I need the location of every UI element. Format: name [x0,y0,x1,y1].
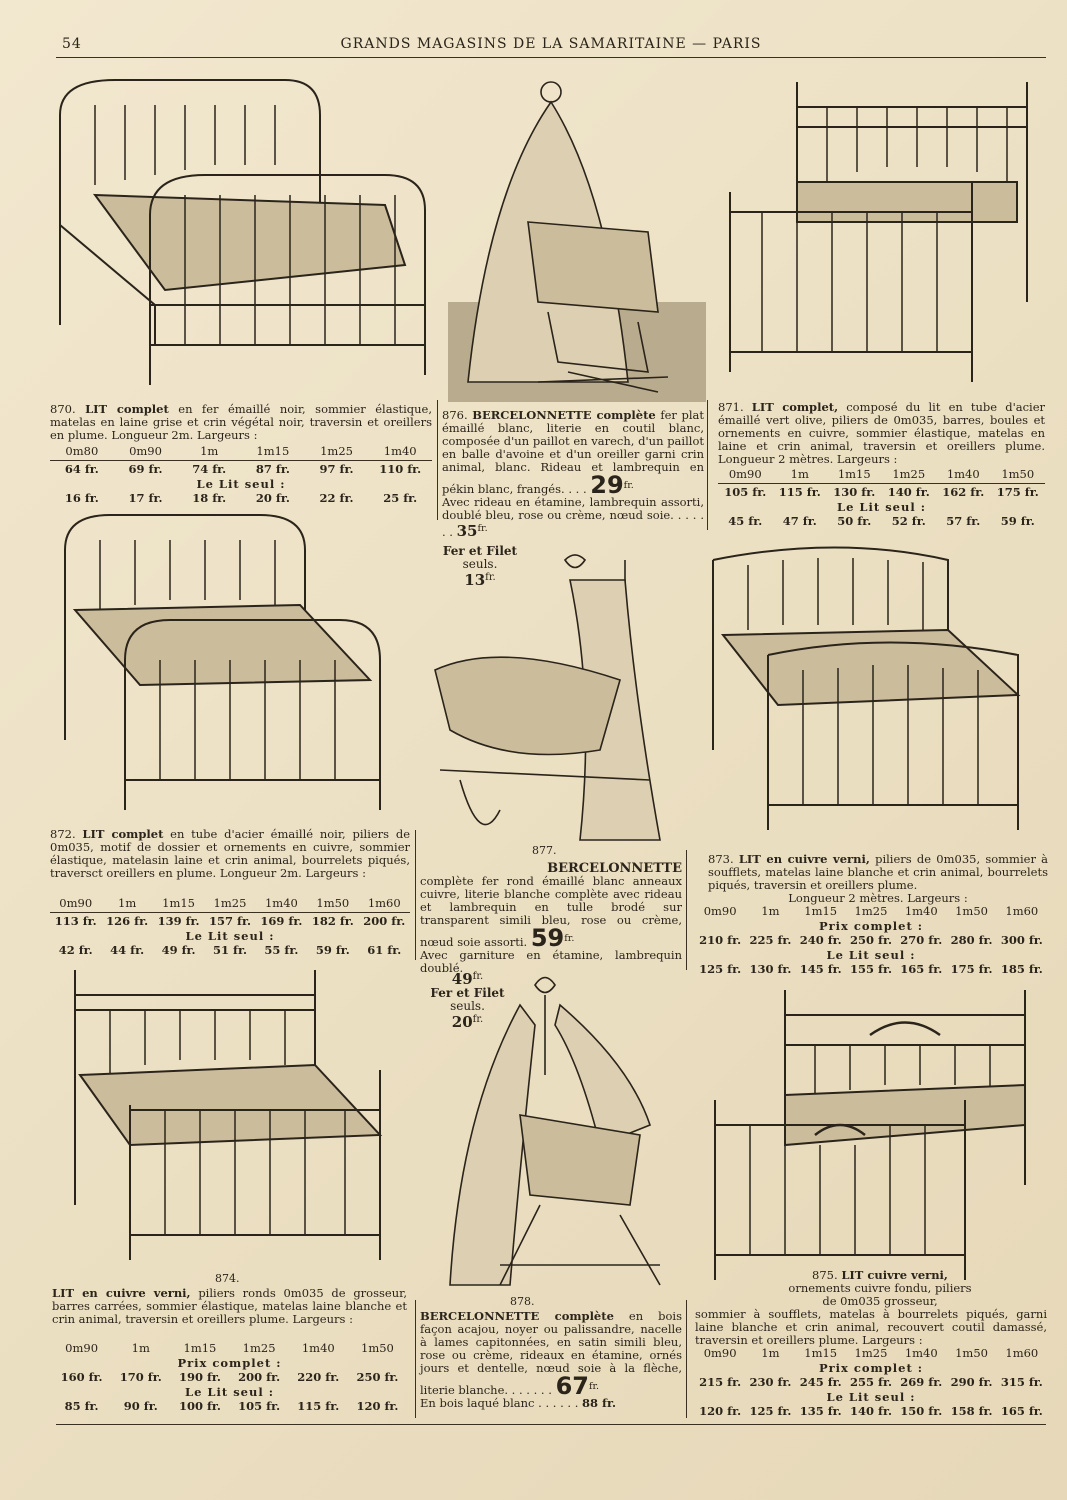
item-875-text-2: sommier à soufflets, matelas à bourrelets piqués, garni laine blanche et crin animal, recouvert coutil damassé, traversin et oreillers plume. Largeurs : [695,1307,1047,1347]
price-cell: 157 fr. [208,914,251,928]
width-cell: 1m40 [904,1346,938,1360]
price-cell: 125 fr. [749,1404,792,1418]
complete-price-label: Prix complet : [177,1356,282,1370]
item-872-name: LIT complet [82,827,164,841]
width-cell: 1m [761,904,780,918]
item-877-name: BERCELONNETTE [547,861,682,876]
width-cell: 1m [790,467,809,481]
complete-price-label: Prix complet : [818,919,924,933]
price-cell: 120 fr. [699,1404,742,1418]
cradle-877-illustration [420,550,690,850]
price-cell: 270 fr. [900,933,943,947]
item-875-text-1: ornements cuivre fondu, piliers de 0m035 grosseur, [788,1281,972,1308]
width-cell: 0m80 [65,444,99,458]
item-870-price-table [50,444,432,506]
width-cell: 1m40 [904,904,938,918]
item-877-option: Avec garniture en étamine, lambrequin doublé. [420,948,682,975]
divider [50,912,410,913]
column-divider [686,850,687,970]
width-cell: 1m15 [804,1346,838,1360]
item-877-description [420,862,682,975]
price-cell: 175 fr. [996,485,1039,499]
currency-label: fr. [485,572,496,583]
page-number: 54 [62,36,82,52]
item-872-description [50,828,410,880]
price-cell: 17 fr. [128,491,163,505]
item-874-description [52,1287,407,1326]
price-cell: 290 fr. [950,1375,993,1389]
width-cell: 0m90 [129,444,162,458]
width-cell: 1m50 [1001,467,1035,481]
width-cell: 1m40 [301,1341,335,1355]
item-873-description [708,853,1048,905]
price-cell: 140 fr. [850,1404,892,1418]
width-cell: 0m90 [728,467,762,481]
price-cell: 175 fr. [950,962,993,976]
price-cell: 64 fr. [64,462,99,476]
item-874-name: LIT en cuivre verni, [52,1286,191,1300]
price-cell: 61 fr. [367,943,402,957]
bed-only-label: Le Lit seul : [185,929,275,943]
bed-875-illustration [705,985,1050,1290]
item-873-price-table [695,904,1047,977]
price-cell: 130 fr. [833,485,876,499]
price-cell: 169 fr. [260,914,303,928]
complete-price-row [695,933,1047,948]
item-872-text: en tube d'acier émaillé noir, piliers de 0m035, motif de dossier et ornements en cuivre, sommier élastique, matelasin laine et crin animal, bourrelets piqués, traversct oreillers en plume. Longueur 2m. Largeurs : [50,827,411,880]
currency-label: fr. [477,523,488,534]
item-871-description [718,401,1045,466]
bed-only-price-row [52,1399,407,1414]
item-876-description [442,409,704,539]
item-876-number: 876. [442,408,468,422]
price-cell: 97 fr. [319,462,354,476]
bed-871-illustration [712,72,1047,392]
price-cell: 22 fr. [319,491,354,505]
price-cell: 280 fr. [950,933,993,947]
price-cell: 190 fr. [178,1370,221,1384]
price-cell: 115 fr. [778,485,821,499]
price-cell: 59 fr. [1000,514,1035,528]
item-870-description [50,403,432,442]
width-cell: 0m90 [703,1346,737,1360]
price-cell: 85 fr. [64,1399,99,1413]
width-cell: 1m25 [242,1341,276,1355]
width-cell: 0m90 [703,904,737,918]
price-cell: 140 fr. [887,485,930,499]
price-cell: 158 fr. [950,1404,993,1418]
width-cell: 1m60 [1005,1346,1039,1360]
price-cell: 185 fr. [1000,962,1043,976]
bed-only-price-row [695,962,1047,977]
currency-label: fr. [564,933,575,945]
price-cell: 240 fr. [799,933,842,947]
price-cell: 69 fr. [128,462,163,476]
price-cell: 100 fr. [178,1399,221,1413]
bed-only-price-row [718,514,1045,529]
price-cell: 250 fr. [356,1370,399,1384]
widths-row [50,896,410,911]
width-cell: 1m [761,1346,780,1360]
price-cell: 55 fr. [264,943,299,957]
item-875-name: LIT cuivre verni, [841,1268,948,1282]
complete-price-row [52,1370,407,1385]
item-872-price-table [50,896,410,958]
item-871-number: 871. [718,400,744,414]
item-870-name: LIT complet [85,402,169,416]
price-cell: 25 fr. [383,491,418,505]
item-878-description [420,1310,682,1410]
currency-label: fr. [588,1381,600,1393]
price-cell: 115 fr. [297,1399,340,1413]
widths-row [695,1346,1047,1361]
width-cell: 1m60 [367,896,401,910]
width-cell: 1m15 [256,444,290,458]
price-cell: 150 fr. [900,1404,943,1418]
width-cell: 0m90 [59,896,93,910]
bed-873-illustration [708,530,1048,860]
width-cell: 1m25 [854,904,888,918]
item-870-number: 870. [50,402,76,416]
cradle-876-illustration [448,72,708,407]
price-cell: 45 fr. [728,514,763,528]
bed-only-label: Le Lit seul : [826,1390,916,1404]
column-divider [437,400,438,520]
price-cell: 162 fr. [942,485,985,499]
frame-only-sub: seuls. [462,557,498,571]
width-cell: 1m50 [316,896,350,910]
bed-only-label: Le Lit seul : [196,477,286,491]
price-cell: 245 fr. [799,1375,842,1389]
frame-only-price: 13 [464,571,486,589]
price-cell: 165 fr. [900,962,943,976]
price-cell: 182 fr. [311,914,354,928]
price-cell: 20 fr. [255,491,290,505]
price-cell: 160 fr. [60,1370,103,1384]
item-878-option: En bois laqué blanc . . . . . . [420,1396,579,1410]
price-cell: 215 fr. [699,1375,742,1389]
price-cell: 90 fr. [123,1399,158,1413]
price-cell: 250 fr. [850,933,892,947]
complete-price-label: Prix complet : [818,1361,924,1375]
item-878-price: 67 [555,1372,589,1400]
item-877-number: 877. [532,844,557,857]
price-cell: 145 fr. [799,962,842,976]
item-876-frame-only [440,545,520,588]
item-874-number: 874. [215,1272,240,1285]
bed-only-label: Le Lit seul : [837,500,926,514]
frame-only-label: Fer et Filet [430,986,505,1000]
currency-label: fr. [472,1014,484,1025]
price-cell: 126 fr. [106,914,149,928]
item-874-text: piliers ronds 0m035 de grosseur, barres carrées, sommier élastique, matelas laine blanche et crin animal, traversin et oreillers plume. Largeurs : [52,1286,408,1326]
width-cell: 1m60 [1005,904,1039,918]
item-878-option-price: 88 fr. [582,1396,616,1410]
item-877-text: complète fer rond émaillé blanc anneaux cuivre, literie blanche complète avec rideau et lambrequin en tulle brodé sur transparent simili bleu, rose ou crème, nœud soie assorti. [420,874,682,949]
price-cell: 113 fr. [54,914,97,928]
complete-price-row [50,914,410,929]
item-876-name: BERCELONNETTE complète [472,408,656,422]
price-cell: 315 fr. [1000,1375,1043,1389]
width-cell: 1m25 [892,467,926,481]
price-cell: 50 fr. [837,514,872,528]
price-cell: 139 fr. [157,914,200,928]
bed-only-price-row [50,943,410,958]
width-cell: 1m40 [383,444,417,458]
price-cell: 255 fr. [850,1375,892,1389]
price-cell: 47 fr. [782,514,817,528]
bed-only-label: Le Lit seul : [826,948,916,962]
price-cell: 57 fr. [946,514,981,528]
frame-only-label: Fer et Filet [442,544,518,558]
price-cell: 170 fr. [119,1370,162,1384]
complete-price-row [695,1375,1047,1390]
width-cell: 1m15 [162,896,195,910]
price-cell: 165 fr. [1000,1404,1043,1418]
column-divider [415,1300,416,1418]
width-cell: 1m [118,896,137,910]
price-cell: 225 fr. [749,933,792,947]
currency-label: fr. [623,480,634,492]
item-872-number: 872. [50,827,76,841]
price-cell: 18 fr. [192,491,227,505]
item-875-number: 875. [812,1268,838,1282]
width-cell: 1m50 [361,1341,394,1355]
price-cell: 87 fr. [255,462,290,476]
header-rule [56,57,1046,58]
bed-870-illustration [55,75,435,395]
price-cell: 130 fr. [749,962,792,976]
width-cell: 1m [200,444,219,458]
price-cell: 135 fr. [799,1404,842,1418]
width-cell: 0m90 [65,1341,99,1355]
item-873-text: piliers de 0m035, sommier à soufflets, matelas laine blanche et crin animal, bourrelets piqués, traversin et oreillers plume. [708,852,1049,892]
price-cell: 44 fr. [110,943,145,957]
bed-only-price-row [50,491,432,506]
price-cell: 200 fr. [363,914,406,928]
item-870-text: en fer émaillé noir, sommier élastique, matelas en laine grise et crin végétal noir, traversin et oreillers en plume. Longueur 2m. Largeurs : [50,402,433,442]
width-cell: 1m50 [955,904,988,918]
width-cell: 1m [131,1341,150,1355]
item-873-length: Longueur 2 mètres. Largeurs : [788,891,968,905]
price-cell: 220 fr. [297,1370,340,1384]
price-cell: 300 fr. [1000,933,1043,947]
widths-row [50,444,432,459]
price-cell: 52 fr. [891,514,926,528]
price-cell: 269 fr. [900,1375,943,1389]
item-871-text: composé du lit en tube d'acier émaillé vert olive, piliers de 0m035, barres, boules et ornements en cuivre, sommier élastique, matelas en laine et crin animal, traversin et oreillers plume. Longueur 2 mètres. Largeurs : [718,400,1046,466]
price-cell: 16 fr. [64,491,99,505]
page-header [56,36,1046,58]
item-878-name: BERCELONNETTE complète [420,1309,614,1323]
width-cell: 1m25 [320,444,353,458]
item-877-price: 59 [530,924,565,952]
bed-872-illustration [60,510,390,825]
width-cell: 1m25 [213,896,247,910]
frame-only-price: 20 [451,1013,473,1031]
bed-874-illustration [60,965,390,1270]
complete-price-row [50,462,432,477]
item-871-price-table [718,467,1045,529]
item-876-price: 29 [590,471,624,499]
price-cell: 110 fr. [379,462,422,476]
width-cell: 1m40 [264,896,298,910]
price-cell: 120 fr. [356,1399,399,1413]
price-cell: 51 fr. [212,943,247,957]
price-cell: 125 fr. [699,962,742,976]
footer-rule [56,1424,1046,1425]
column-divider [707,400,708,530]
item-873-name: LIT en cuivre verni, [738,852,870,866]
item-876-option: Avec rideau en étamine, lambrequin assorti, doublé bleu, rose ou crème, nœud soie. . . . . . . [442,495,704,539]
price-cell: 105 fr. [724,485,767,499]
price-cell: 105 fr. [238,1399,281,1413]
bed-only-price-row [695,1404,1047,1419]
price-cell: 230 fr. [749,1375,792,1389]
item-874-price-table [52,1341,407,1414]
divider [718,483,1045,484]
width-cell: 1m15 [804,904,838,918]
frame-only-sub: seuls. [450,999,485,1013]
item-871-name: LIT complet, [751,400,839,414]
widths-row [52,1341,407,1356]
item-876-option-price: 35 [456,521,478,540]
price-cell: 155 fr. [850,962,892,976]
price-cell: 74 fr. [192,462,227,476]
price-cell: 49 fr. [161,943,196,957]
item-876-text: fer plat émaillé blanc, literie en coutil blanc, composée d'un paillot en varech, d'un paillot en balle d'avoine et d'un oreiller garni crin animal, blanc. Rideau et lambrequin en pékin blanc, frangés. . . . [442,408,704,496]
item-873-number: 873. [708,852,734,866]
widths-row [718,467,1045,482]
width-cell: 1m15 [837,467,871,481]
item-877-option-price: 49 [451,970,473,988]
widths-row [695,904,1047,919]
item-878-number: 878. [510,1295,535,1308]
divider [50,460,432,461]
item-877-frame-only [420,970,515,1030]
width-cell: 1m25 [854,1346,888,1360]
item-875-description [695,1308,1047,1347]
column-divider [415,830,416,960]
width-cell: 1m40 [946,467,980,481]
bed-only-label: Le Lit seul : [185,1385,274,1399]
item-875-header [780,1269,980,1308]
column-divider [686,1300,687,1418]
price-cell: 210 fr. [699,933,742,947]
item-875-price-table [695,1346,1047,1419]
currency-label: fr. [472,971,484,982]
item-878-text: en bois façon acajou, noyer ou palissandre, nacelle à lames capitonnées, en satin simili bleu, rose ou crème, rideaux en étamine, ornés jours et dentelle, nœud soie à la flèche, literie blanche. . . . . . . [420,1309,682,1397]
page-title: GRANDS MAGASINS DE LA SAMARITAINE — PARIS [340,36,762,52]
price-cell: 59 fr. [315,943,350,957]
price-cell: 200 fr. [238,1370,281,1384]
price-cell: 42 fr. [58,943,93,957]
complete-price-row [718,485,1045,500]
width-cell: 1m15 [183,1341,217,1355]
width-cell: 1m50 [955,1346,988,1360]
